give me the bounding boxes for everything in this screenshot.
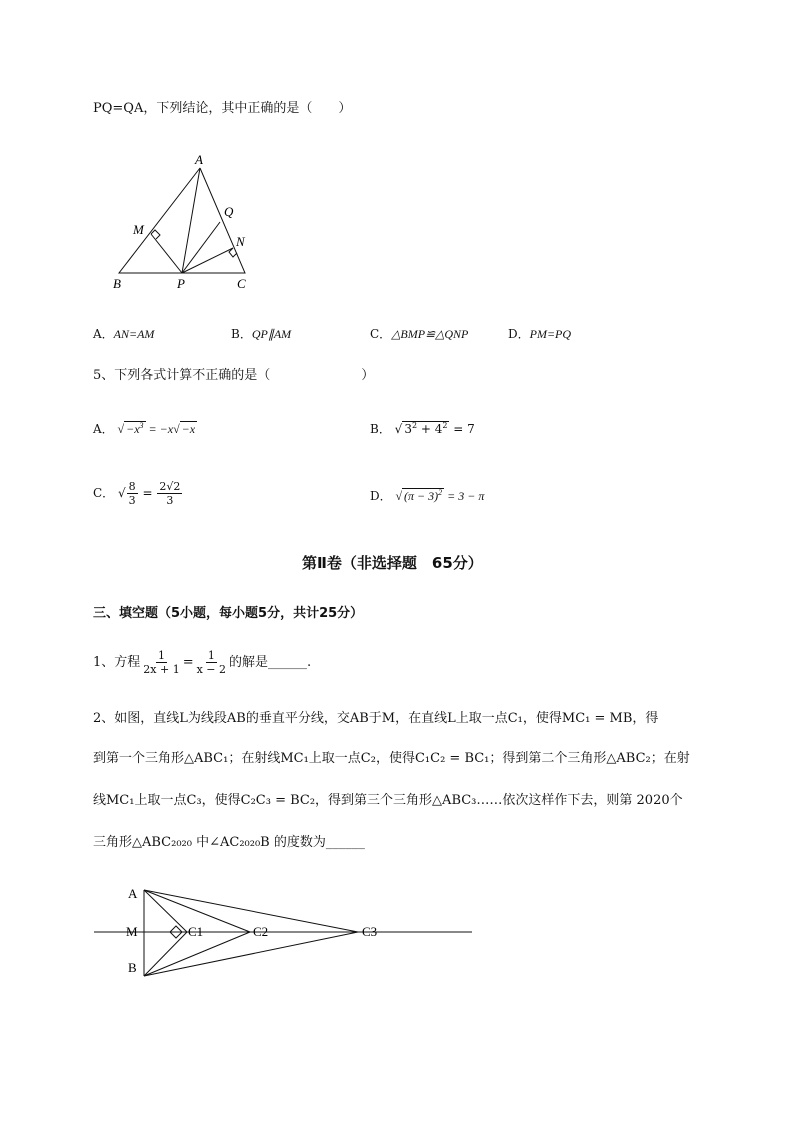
segment-a-c1: [144, 890, 187, 932]
question-4-intro: PQ=QA，下列结论，其中正确的是（ ）: [93, 101, 352, 116]
right-angle-m: [151, 230, 160, 239]
q4-option-c: C．△BMP≌△QNP: [370, 327, 469, 341]
segment-ap: [182, 168, 200, 273]
label-p: P: [177, 276, 185, 291]
fill-question-2-line-1: 2、如图，直线L为线段AB的垂直平分线，交AB于M，在直线L上取一点C₁，使得MC₁ = MB，得: [93, 711, 659, 726]
question-5-stem: 5、下列各式计算不正确的是（ ）: [93, 368, 375, 383]
fig2-label-c2: C2: [253, 924, 269, 939]
fig2-label-c1: C1: [188, 924, 204, 939]
q5-option-d: D． √ $(\pi - 3)^2 = 3 - \pi$: [370, 488, 485, 503]
label-a: A: [195, 152, 203, 167]
q4-option-a: A．AN=AM: [93, 327, 155, 341]
segment-pn: [182, 248, 233, 273]
label-b: B: [113, 276, 121, 291]
label-m: M: [133, 222, 144, 237]
section-2-title: 第Ⅱ卷（非选择题 65分）: [302, 554, 483, 572]
triangle-figure: [105, 148, 285, 298]
fig2-label-b: B: [128, 960, 137, 975]
q5-option-a: A． √ $-x^3 = -x√ -x$: [93, 421, 196, 436]
perpendicular-bisector-figure: [90, 878, 480, 988]
fill-question-2-line-3: 线MC₁上取一点C₃，使得C₂C₃ = BC₂，得到第三个三角形△ABC₃……依次这样作下去，则第 2020个: [93, 793, 683, 808]
segment-pq: [182, 222, 220, 273]
label-n: N: [236, 234, 245, 249]
section-3-title: 三、填空题（5小题，每小题5分，共计25分）: [93, 606, 364, 621]
fill-question-2-line-2: 到第一个三角形△ABC₁；在射线MC₁上取一点C₂，使得C₁C₂ = BC₁；得到第二个三角形△ABC₂；在射: [93, 751, 690, 766]
segment-pm: [151, 234, 182, 273]
q5-option-b: B． √ $3^2 + 4^2 = 7$: [370, 421, 475, 436]
fill-question-1: 1、方程 $\frac{1}{2x + 1}$ = $\frac{1}{x - 2}$ 的解是______.: [93, 649, 312, 676]
label-q: Q: [224, 204, 234, 219]
label-c: C: [237, 276, 246, 291]
fill-question-2-line-4: 三角形△ABC₂₀₂₀ 中∠AC₂₀₂₀B 的度数为______: [93, 835, 365, 850]
segment-b-c1: [144, 932, 187, 976]
q4-option-b: B．QP∥AM: [231, 327, 292, 341]
q4-option-d: D．PM=PQ: [508, 327, 572, 341]
fig2-label-m: M: [126, 924, 138, 939]
fig2-label-c3: C3: [362, 924, 378, 939]
triangle-abc: [119, 168, 245, 273]
q5-option-c: C． √ $\frac{8}{3}$ = $\frac{2√2}{3}$: [93, 480, 181, 507]
fig2-label-a: A: [128, 886, 138, 901]
